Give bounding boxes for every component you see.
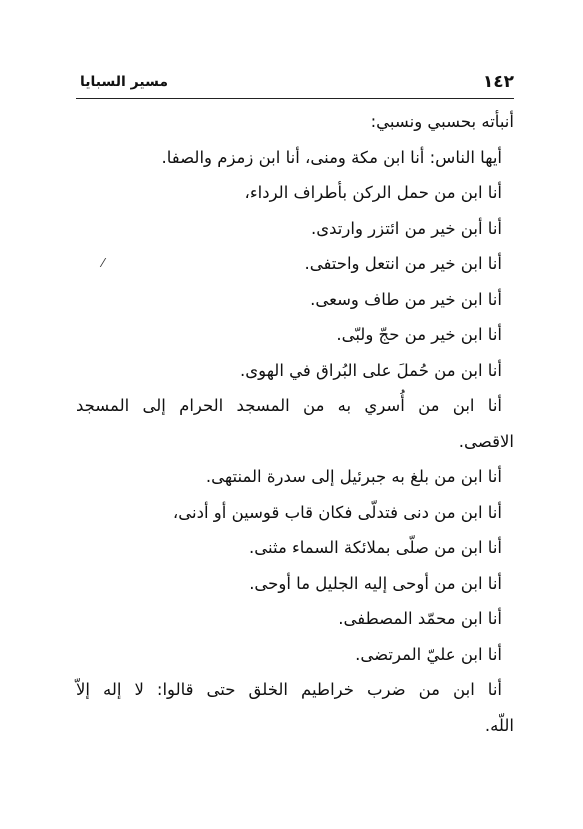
text-line: أنا ابن عليّ المرتضى. <box>355 644 502 664</box>
text-line: أنا ابن من أُسري به من المسجد الحرام إلى المسجد <box>76 396 502 415</box>
text-line: اللّه. <box>484 715 514 735</box>
text-line: أنا ابن من صلّى بملائكة السماء مثنى. <box>248 538 502 557</box>
text-line: أنا ابن خير من انتعل واحتفى. <box>304 254 502 273</box>
text-line: أنا ابن خير من طاف وسعى. <box>310 289 502 309</box>
text-line: أنا ابن من دنى فتدلّى فكان قاب قوسين أو أدنى، <box>172 502 502 522</box>
text-line: أيها الناس: أنا ابن مكة ومنى، أنا ابن زمزم والصفا. <box>161 147 502 167</box>
text-line: أنا أبن خير من ائتزر وارتدى. <box>310 218 502 238</box>
running-title: مسير السبايا <box>80 74 168 90</box>
text-line: أنا ابن خير من حجّ ولبّى. <box>336 325 502 344</box>
text-line: أنا ابن من ضرب خراطيم الخلق حتى قالوا: لا إله إلاّ <box>76 680 502 699</box>
page-header <box>76 64 514 99</box>
text-line: أنا ابن من حُملَ على البُراق في الهوى. <box>240 360 502 380</box>
body-text <box>76 104 514 743</box>
text-line: أنا ابن من حمل الركن بأطراف الرداء، <box>244 183 502 202</box>
text-line: أنا ابن محمّد المصطفى. <box>338 609 502 628</box>
text-line: أنبأته بحسبي ونسبي: <box>370 112 514 131</box>
text-line: أنا ابن من أوحى إليه الجليل ما أوحى. <box>249 573 502 593</box>
text-line: الاقصى. <box>458 431 514 451</box>
text-line: أنا ابن من بلغ به جبرئيل إلى سدرة المنتهى. <box>205 467 502 486</box>
margin-mark: ⁄ <box>102 256 105 270</box>
page-number: ١٤٢ <box>482 72 514 92</box>
